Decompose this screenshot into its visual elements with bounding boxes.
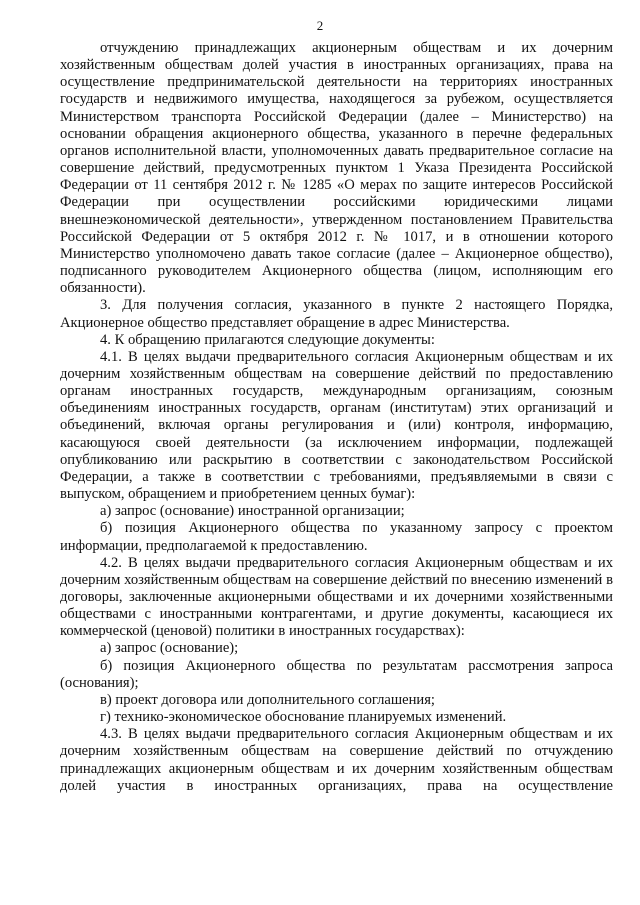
document-body [60, 40, 613, 795]
paragraph-clause-4-3: 4.3. В целях выдачи предварительного согласия Акционерным обществам и их дочерним хозяйственным обществам на совершение действий по отчуждению принадлежащих акционерным обществам и их дочерним хозяйственным обществам долей участия в иностранных организациях, права на осуществление [60, 726, 613, 794]
paragraph-continuation: отчуждению принадлежащих акционерным обществам и их дочерним хозяйственным обществам долей участия в иностранных организациях, права на осуществление предпринимательской деятельности на территориях иностранных государств и недвижимого имущества, находящегося за рубежом, осуществляется Министерством транспорта Российской Федерации (далее – Министерство) на основании обращения акционерного общества, указанного в перечне федеральных органов исполнительной власти, уполномоченных давать предварительное согласие на совершение действий, предусмотренных пунктом 1 Указа Президента Российской Федерации от 11 сентября 2012 г. № 1285 «О мерах по защите интересов Российской Федерации при осуществлении российскими юридическими лицами внешнеэкономической деятельности», утвержденном постановлением Правительства Российской Федерации от 5 октября 2012 г. № 1017, и в отношении которого Министерство уполномочено давать такое согласие (далее – Акционерное общество), подписанного руководителем Акционерного общества (лицом, исполняющим его обязанности). [60, 40, 613, 297]
paragraph-clause-3: 3. Для получения согласия, указанного в пункте 2 настоящего Порядка, Акционерное общество представляет обращение в адрес Министерства. [60, 297, 613, 331]
paragraph-clause-4-1: 4.1. В целях выдачи предварительного согласия Акционерным обществам и их дочерним хозяйственным обществам на совершение действий по предоставлению органам иностранных государств, международным организациям, союзным объединениям иностранных государств, органам (институтам) этих организаций и объединений, включая органы регулирования и (или) контроля, информацию, касающуюся своей деятельности (за исключением информации, подлежащей опубликованию или раскрытию в соответствии с законодательством Российской Федерации, а также в соответствии с требованиями, предъявляемыми в связи с выпуском, обращением и приобретением ценных бумаг): [60, 348, 613, 503]
paragraph-clause-4-2: 4.2. В целях выдачи предварительного согласия Акционерным обществам и их дочерним хозяйственным обществам на совершение действий по внесению изменений в договоры, заключенные акционерными обществами и их дочерними хозяйственными обществами с иностранными контрагентами, и другие документы, касающиеся их коммерческой (ценовой) политики в иностранных государствах): [60, 554, 613, 640]
paragraph-clause-4: 4. К обращению прилагаются следующие документы: [100, 331, 435, 348]
list-item-4-1-b: б) позиция Акционерного общества по указанному запросу с проектом информации, предполагаемой к предоставлению. [60, 520, 613, 554]
list-item-4-1-a: а) запрос (основание) иностранной организации; [100, 503, 405, 520]
list-item-4-2-a: а) запрос (основание); [100, 640, 239, 657]
list-item-4-2-v: в) проект договора или дополнительного соглашения; [100, 691, 435, 708]
list-item-4-2-g: г) технико-экономическое обоснование планируемых изменений. [100, 709, 507, 726]
list-item-4-2-b: б) позиция Акционерного общества по результатам рассмотрения запроса (основания); [60, 657, 613, 691]
page-number: 2 [316, 18, 324, 33]
